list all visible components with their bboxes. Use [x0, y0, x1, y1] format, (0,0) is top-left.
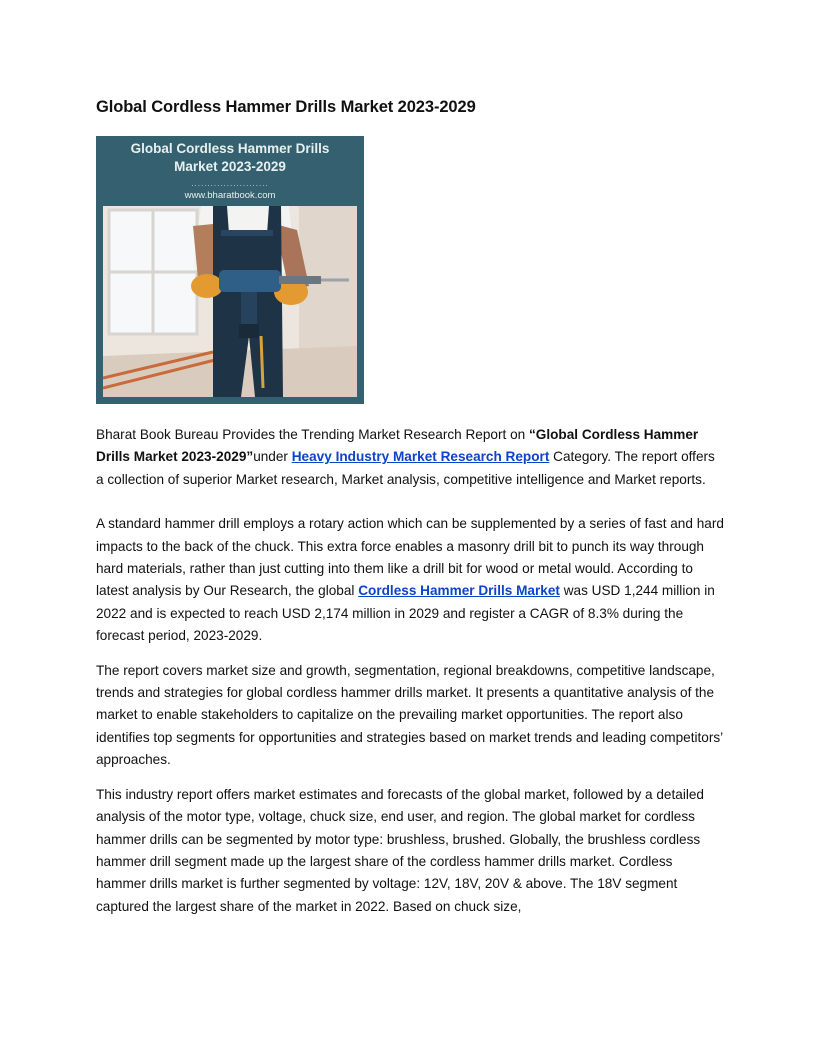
intro-text-start: Bharat Book Bureau Provides the Trending Market Research Report on: [96, 427, 529, 442]
definition-text-end: was USD 1,244 million in 2022 and is expected to reach USD 2,174 million in 2029 and register a CAGR of 8.3% during the forecast period, 2023-2029.: [96, 583, 715, 644]
cover-divider: ........................: [191, 179, 269, 188]
report-name: “Global Cordless Hammer Drills Market 2023-2029”: [96, 427, 699, 465]
cordless-hammer-drills-market-link[interactable]: Cordless Hammer Drills Market: [358, 583, 560, 599]
cover-url: www.bharatbook.com: [184, 190, 276, 201]
heavy-industry-category-link[interactable]: Heavy Industry Market Research Report: [291, 449, 550, 465]
cover-title-line-1: Global Cordless Hammer Drills: [130, 141, 330, 156]
report-coverage-paragraph: The report covers market size and growth, segmentation, regional breakdowns, competitive landscape, trends and strategies for global cordless hammer drills market. It presents a quantitative analysis of the market to enable stakeholders to capitalize on the prevailing market opportunities. The report also identifies top segments for opportunities and strategies based on market trends and leading competitors’ approaches.: [96, 662, 723, 768]
segmentation-paragraph: This industry report offers market estimates and forecasts of the global market, followed by a detailed analysis of the motor type, voltage, chuck size, end user, and region. The global market for cordless hammer drills can be segmented by motor type: brushless, brushed. Globally, the brushless cordless hammer drill segment made up the largest share of the cordless hammer drills market. Cordless hammer drills market is further segmented by voltage: 12V, 18V, 20V & above. The 18V segment captured the largest share of the market in 2022. Based on chuck size,: [96, 786, 704, 914]
report-cover-image: [96, 136, 364, 404]
definition-text-start: A standard hammer drill employs a rotary action which can be supplemented by a series of fast and hard impacts to the back of the chuck. This extra force enables a masonry drill bit to punch its way through hard materials, rather than just cutting into them like a drill bit for wood or metal would. According to latest analysis by Our Research, the global: [96, 516, 724, 599]
page-title: Global Cordless Hammer Drills Market 2023-2029: [96, 98, 476, 116]
market-definition-paragraph: [96, 513, 724, 647]
intro-text-end: Category. The report offers a collection of superior Market research, Market analysis, competitive intelligence and Market reports.: [96, 449, 715, 487]
report-body: [96, 424, 724, 930]
intro-paragraph: [96, 424, 724, 491]
cover-title: [96, 140, 364, 176]
hammer-drill-worker-photo: [103, 206, 357, 397]
cover-title-line-2: Market 2023-2029: [174, 159, 286, 174]
intro-text-middle: under: [253, 449, 292, 465]
